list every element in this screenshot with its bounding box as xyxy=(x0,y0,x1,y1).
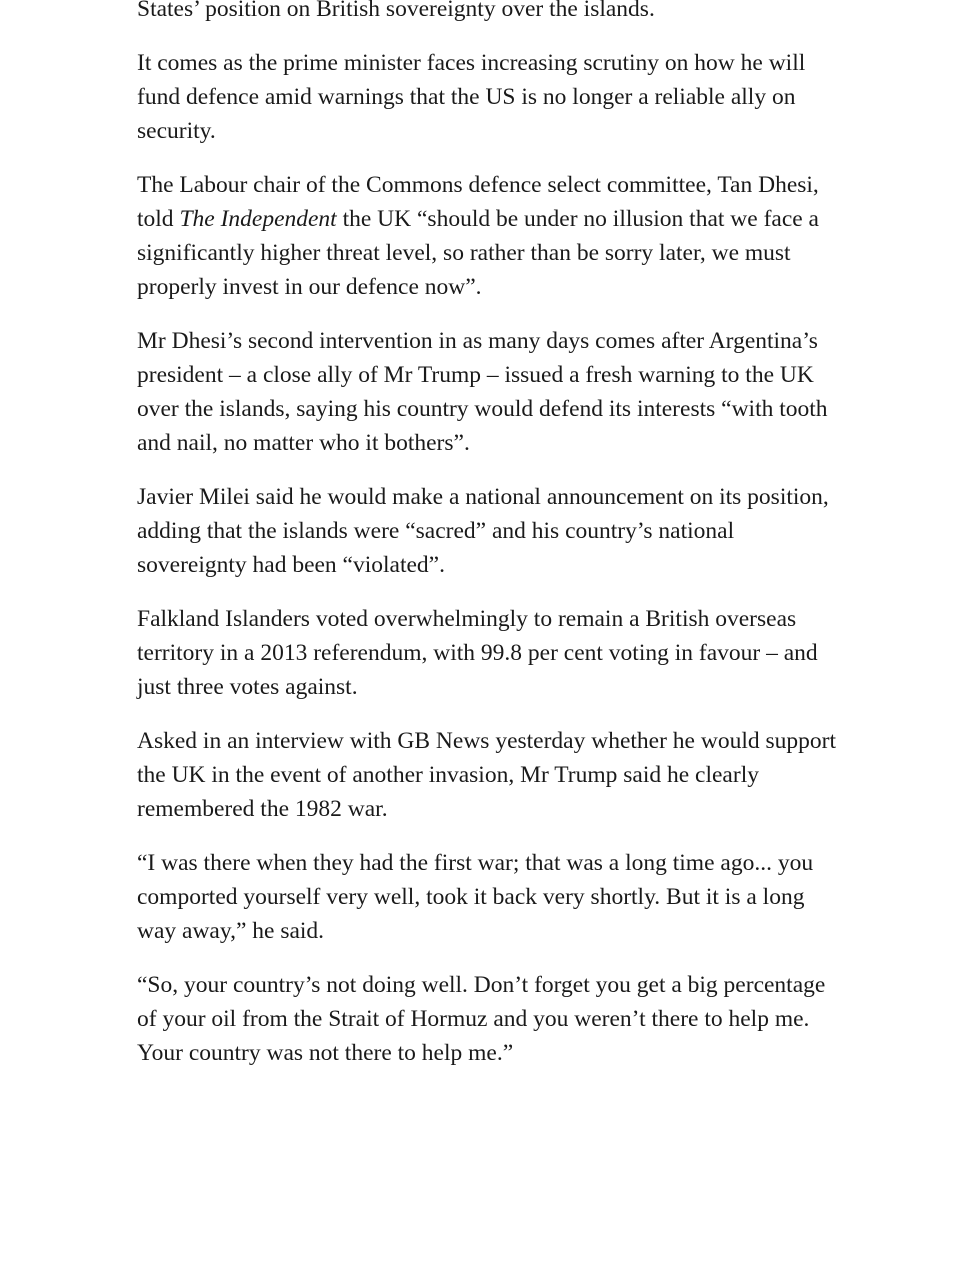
paragraph-text: Falkland Islanders voted overwhelmingly to remain a British overseas territory in a 2013 referendum, with 99.8 per cent voting in favour – and just three votes against. xyxy=(137,606,818,700)
paragraph-text: “I was there when they had the first war; that was a long time ago... you comported yourself very well, took it back very shortly. But it is a long way away,” he said. xyxy=(137,850,814,944)
paragraph xyxy=(137,324,837,460)
paragraph xyxy=(137,724,837,826)
paragraph-text: Javier Milei said he would make a national announcement on its position, adding that the islands were “sacred” and his country’s national sovereignty had been “violated”. xyxy=(137,484,829,578)
paragraph xyxy=(137,480,837,582)
paragraph xyxy=(137,0,837,26)
paragraph xyxy=(137,968,837,1070)
paragraph-text: “So, your country’s not doing well. Don’t forget you get a big percentage of your oil from the Strait of Hormuz and you weren’t there to help me. Your country was not there to help me.” xyxy=(137,972,826,1066)
paragraph-text: the UK “should be under no illusion that we face a significantly higher threat level, so rather than be sorry later, we must properly invest in our defence now”. xyxy=(137,206,819,300)
paragraph-text: Mr Dhesi’s second intervention in as many days comes after Argentina’s president – a close ally of Mr Trump – issued a fresh warning to the UK over the islands, saying his country would defend its interests “with tooth and nail, no matter who it bothers”. xyxy=(137,328,828,456)
paragraph-text: Asked in an interview with GB News yesterday whether he would support the UK in the event of another invasion, Mr Trump said he clearly remembered the 1982 war. xyxy=(137,728,836,822)
paragraph xyxy=(137,168,837,304)
paragraph-text: States’ position on British sovereignty over the islands. xyxy=(137,0,655,22)
article-body xyxy=(137,0,837,1090)
paragraph-text: The Labour chair of the Commons defence select committee, Tan Dhesi, told xyxy=(137,172,819,232)
paragraph xyxy=(137,846,837,948)
paragraph-text: It comes as the prime minister faces increasing scrutiny on how he will fund defence amid warnings that the US is no longer a reliable ally on security. xyxy=(137,50,806,144)
paragraph xyxy=(137,602,837,704)
paragraph xyxy=(137,46,837,148)
publication-name: The Independent xyxy=(179,206,337,232)
